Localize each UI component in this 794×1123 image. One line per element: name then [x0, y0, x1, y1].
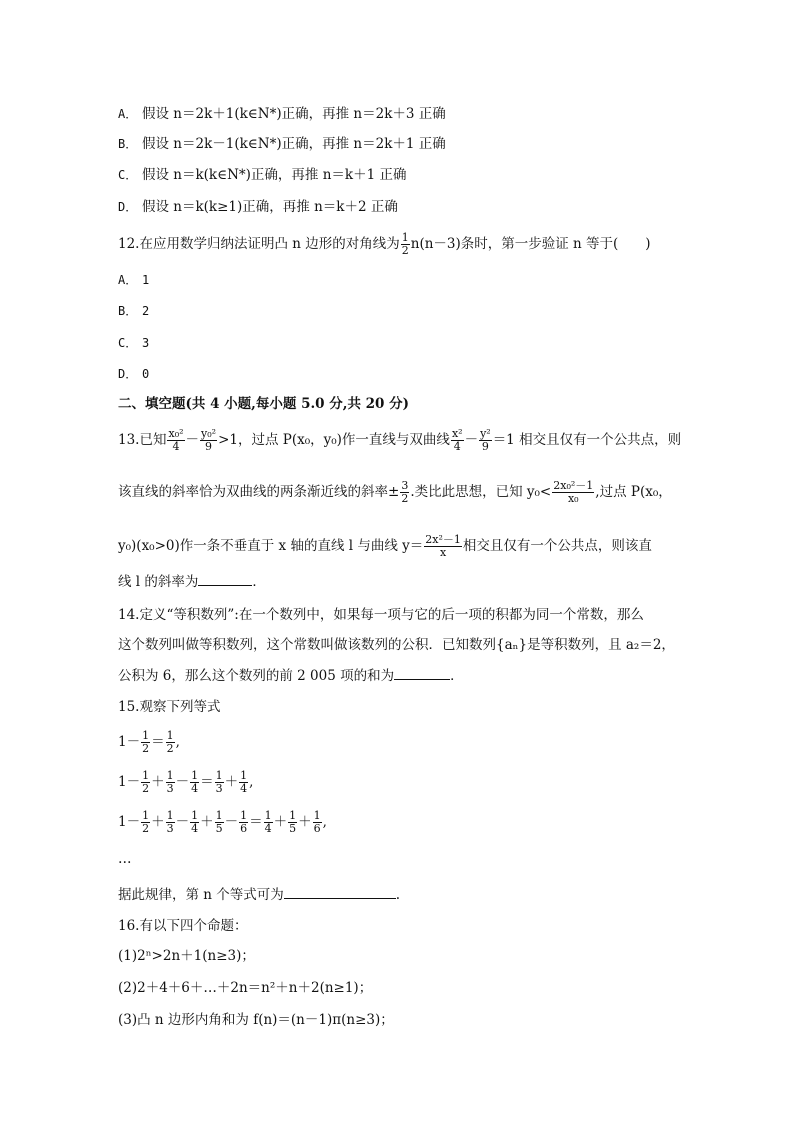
fraction-numerator: 1 — [166, 729, 174, 742]
fraction — [552, 480, 594, 505]
answer-blank[interactable] — [394, 665, 450, 680]
fraction — [215, 810, 224, 835]
fraction-numerator: 1 — [166, 769, 174, 782]
text: ＝ — [200, 774, 214, 790]
text: － — [175, 774, 190, 790]
fraction — [451, 428, 464, 453]
text: .类比此思想，已知 y₀< — [410, 484, 552, 500]
option-letter: A． — [118, 107, 138, 121]
text: y₀)(x₀>0)作一条不垂直于 x 轴的直线 l 与曲线 y＝ — [118, 538, 424, 554]
q15-ellipsis: … — [118, 851, 132, 867]
q13-line-3 — [118, 534, 652, 559]
fraction — [215, 770, 224, 795]
text: , — [249, 774, 254, 790]
fraction — [313, 810, 322, 835]
fraction — [167, 428, 184, 453]
text: 1－ — [118, 814, 141, 830]
q15-equation-1 — [118, 730, 180, 755]
q13-line-4 — [118, 571, 266, 592]
q12-option-d — [118, 364, 149, 384]
text: ＋ — [298, 814, 312, 830]
q13-line-1 — [118, 428, 681, 453]
fraction-denominator: 2 — [142, 742, 150, 755]
fraction — [141, 770, 150, 795]
text: ＝1 相交且仅有一个公共点，则 — [492, 432, 682, 448]
fraction — [200, 428, 217, 453]
fraction-numerator: 1 — [191, 809, 199, 822]
text: 线 l 的斜率为 — [118, 574, 199, 590]
text: 13.已知 — [118, 432, 167, 448]
minus-sign: － — [185, 432, 200, 448]
fraction — [239, 770, 248, 795]
fraction — [400, 480, 409, 505]
text: >1，过点 P(x₀，y₀)作一直线与双曲线 — [218, 432, 450, 448]
option-text: 0 — [142, 367, 150, 381]
fraction-denominator: 4 — [453, 440, 461, 453]
fraction-numerator: 1 — [191, 769, 199, 782]
option-letter: C． — [118, 336, 138, 350]
option-text: 2 — [142, 304, 150, 318]
text: － — [224, 814, 239, 830]
q12-option-b — [118, 301, 149, 321]
answer-blank[interactable] — [284, 884, 396, 899]
fraction — [479, 428, 492, 453]
option-letter: A． — [118, 273, 138, 287]
text: ＋ — [200, 814, 214, 830]
fraction-denominator: 2 — [166, 742, 174, 755]
fraction — [190, 770, 199, 795]
q16-proposition-2: (2)2＋4＋6＋…＋2n＝n²＋n＋2(n≥1)； — [118, 980, 373, 996]
text: ． — [252, 574, 266, 590]
text: 该直线的斜率恰为双曲线的两条渐近线的斜率± — [118, 484, 400, 500]
fraction-numerator: 1 — [166, 809, 174, 822]
fraction-denominator: 4 — [191, 822, 199, 835]
text: . — [395, 887, 401, 903]
q13-line-2 — [118, 480, 672, 505]
text: 公积为 6，那么这个数列的前 2 005 项的和为 — [118, 668, 395, 684]
fraction-denominator: 2 — [401, 492, 409, 505]
fraction — [166, 730, 175, 755]
fraction — [166, 810, 175, 835]
fraction-denominator: 4 — [172, 440, 180, 453]
fraction-denominator: 3 — [166, 782, 174, 795]
fraction-denominator: 2 — [142, 782, 150, 795]
fraction-denominator: 6 — [240, 822, 248, 835]
option-letter: C． — [118, 168, 138, 182]
fraction — [424, 534, 462, 559]
option-text: 假设 n＝2k＋1(k∈N*)正确，再推 n＝2k＋3 正确 — [142, 106, 446, 122]
q14-line-2: 这个数列叫做等积数列，这个常数叫做该数列的公积．已知数列{aₙ}是等积数列，且 a₂＝2， — [118, 637, 675, 653]
q11-option-b — [118, 134, 446, 154]
fraction-denominator: 9 — [481, 440, 489, 453]
q12-stem — [118, 232, 651, 257]
option-letter: B． — [118, 304, 138, 318]
text: ＝ — [151, 734, 165, 750]
fraction-denominator: 4 — [264, 822, 272, 835]
fraction-denominator: x — [439, 546, 447, 559]
answer-blank[interactable] — [198, 571, 252, 586]
fraction-denominator: 5 — [215, 822, 223, 835]
fraction-numerator: 1 — [313, 809, 321, 822]
fraction — [141, 810, 150, 835]
fraction-numerator: x₀² — [168, 427, 184, 440]
fraction-numerator: 1 — [142, 729, 150, 742]
q14-line-3 — [118, 665, 464, 686]
fraction — [166, 770, 175, 795]
fraction-denominator: x₀ — [567, 492, 579, 505]
q12-option-c — [118, 333, 149, 353]
fraction — [401, 232, 410, 257]
q11-option-d — [118, 197, 398, 217]
q16-proposition-3: (3)凸 n 边形内角和为 f(n)＝(n－1)π(n≥3)； — [118, 1012, 394, 1028]
fraction-numerator: 1 — [142, 809, 150, 822]
option-letter: D． — [118, 200, 138, 214]
text: ＋ — [151, 774, 165, 790]
text: , — [322, 814, 327, 830]
fraction — [288, 810, 297, 835]
q15-conclusion — [118, 884, 400, 905]
fraction-denominator: 4 — [191, 782, 199, 795]
fraction-denominator: 2 — [401, 244, 409, 257]
fraction-denominator: 4 — [240, 782, 248, 795]
text: ＋ — [151, 814, 165, 830]
text: ＋ — [224, 774, 239, 790]
option-text: 假设 n＝k(k∈N*)正确，再推 n＝k＋1 正确 — [142, 167, 407, 183]
fraction — [239, 810, 248, 835]
fraction-denominator: 5 — [289, 822, 297, 835]
option-text: 1 — [142, 273, 150, 287]
fraction-numerator: 1 — [240, 809, 248, 822]
fraction-denominator: 3 — [215, 782, 223, 795]
q16-title: 16.有以下四个命题： — [118, 918, 248, 934]
fraction-numerator: 2x²－1 — [425, 533, 461, 546]
text: ． — [450, 668, 464, 684]
text: ,过点 P(x₀， — [595, 484, 672, 500]
q11-option-a — [118, 104, 446, 124]
fraction-numerator: 1 — [240, 769, 248, 782]
q14-line-1: 14.定义“等积数列”:在一个数列中，如果每一项与它的后一项的积都为同一个常数，那么 — [118, 607, 644, 623]
minus-sign: － — [464, 432, 479, 448]
fraction-denominator: 9 — [205, 440, 213, 453]
fraction-numerator: 1 — [215, 809, 223, 822]
option-text: 假设 n＝2k－1(k∈N*)正确，再推 n＝2k＋1 正确 — [142, 136, 446, 152]
fraction-numerator: y² — [480, 427, 491, 440]
fraction-numerator: x² — [451, 427, 463, 440]
text: 1－ — [118, 774, 141, 790]
option-text: 假设 n＝k(k≥1)正确，再推 n＝k＋2 正确 — [142, 199, 398, 215]
option-text: 3 — [142, 336, 150, 350]
text: － — [175, 814, 190, 830]
fraction-denominator: 2 — [142, 822, 150, 835]
fraction — [264, 810, 273, 835]
fraction-numerator: 1 — [289, 809, 297, 822]
q15-title: 15.观察下列等式 — [118, 699, 221, 715]
q16-proposition-1: (1)2ⁿ>2n＋1(n≥3)； — [118, 948, 255, 964]
fraction-numerator: 1 — [401, 231, 409, 244]
q12-prefix: 12.在应用数学归纳法证明凸 n 边形的对角线为 — [118, 236, 400, 252]
text: , — [175, 734, 180, 750]
fraction-denominator: 6 — [313, 822, 321, 835]
fraction — [141, 730, 150, 755]
text: 据此规律，第 n 个等式可为 — [118, 887, 284, 903]
option-letter: D． — [118, 367, 138, 381]
q15-equation-2 — [118, 770, 253, 795]
section-heading: 二、填空题(共 4 小题,每小题 5.0 分,共 20 分) — [118, 396, 410, 412]
text: ＝ — [249, 814, 263, 830]
fraction-numerator: 3 — [401, 479, 409, 492]
option-letter: B． — [118, 137, 138, 151]
fraction-numerator: 1 — [215, 769, 223, 782]
fraction-numerator: 1 — [142, 769, 150, 782]
fraction-numerator: y₀² — [201, 427, 217, 440]
q12-suffix: n(n－3)条时，第一步验证 n 等于( ) — [410, 236, 651, 252]
text: 1－ — [118, 734, 141, 750]
fraction-denominator: 3 — [166, 822, 174, 835]
q11-option-c — [118, 165, 406, 185]
text: 相交且仅有一个公共点，则该直 — [462, 538, 652, 554]
q15-equation-3 — [118, 810, 327, 835]
fraction — [190, 810, 199, 835]
q12-option-a — [118, 270, 149, 290]
fraction-numerator: 1 — [264, 809, 272, 822]
fraction-numerator: 2x₀²－1 — [553, 479, 594, 492]
text: ＋ — [273, 814, 288, 830]
